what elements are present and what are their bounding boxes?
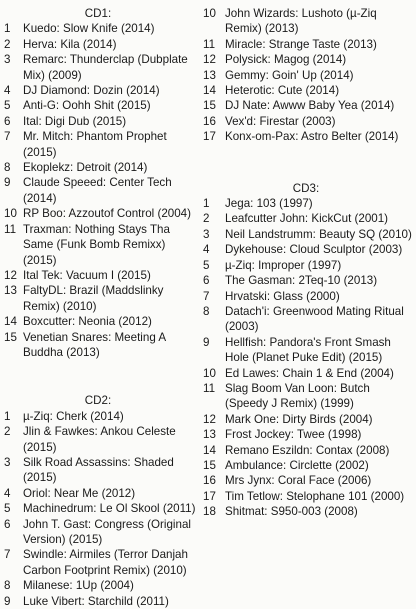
track-number: 16 <box>203 114 216 128</box>
track-row <box>199 304 413 335</box>
track-title: µ-Ziq: Cherk (2014) <box>23 409 124 423</box>
track-number: 16 <box>203 474 216 488</box>
track-number: 8 <box>4 579 11 593</box>
track-title: Kuedo: Slow Knife (2014) <box>23 22 155 36</box>
track-title: Milanese: 1Up (2004) <box>23 579 134 593</box>
track-title: Claude Speeed: Center Tech (2014) <box>23 176 172 205</box>
cd3-tracklist <box>199 196 413 520</box>
track-row <box>199 6 413 37</box>
track-title: Anti-G: Oohh Shit (2015) <box>23 99 151 113</box>
track-title: Slag Boom Van Loon: Butch (Speedy J Remix) (1999) <box>225 381 370 411</box>
track-row <box>199 427 413 442</box>
track-number: 14 <box>203 443 216 457</box>
cd1-tracklist <box>0 21 196 360</box>
track-title: Machinedrum: Le Ol Skool (2011) <box>23 502 196 516</box>
track-number: 7 <box>203 289 210 303</box>
track-number: 5 <box>4 99 11 113</box>
track-title: DJ Diamond: Dozin (2014) <box>23 84 160 98</box>
track-number: 13 <box>4 284 17 298</box>
track-title: Miracle: Strange Taste (2013) <box>225 37 377 51</box>
track-title: Polysick: Magog (2014) <box>225 53 347 67</box>
cd1-heading: CD1: <box>84 7 112 20</box>
track-number: 5 <box>4 502 11 516</box>
track-number: 8 <box>4 161 11 175</box>
track-number: 3 <box>4 455 11 469</box>
track-row <box>199 258 413 273</box>
track-row <box>199 68 413 83</box>
track-number: 17 <box>203 489 216 503</box>
track-number: 18 <box>203 505 216 519</box>
track-number: 12 <box>203 412 216 426</box>
track-row <box>199 335 413 366</box>
track-number: 7 <box>4 548 11 562</box>
left-column <box>0 0 196 609</box>
track-title: The Gasman: 2Teq-10 (2013) <box>225 274 378 288</box>
track-row <box>0 314 196 329</box>
track-number: 14 <box>203 84 216 98</box>
track-row <box>199 458 413 473</box>
track-number: 5 <box>203 258 210 272</box>
track-row <box>199 211 413 226</box>
track-title: Ekoplekz: Detroit (2014) <box>23 161 148 175</box>
track-row <box>199 489 413 504</box>
track-title: Leafcutter John: KickCut (2001) <box>225 212 389 226</box>
track-row <box>0 52 196 83</box>
track-title: µ-Ziq: Improper (1997) <box>225 258 342 272</box>
track-number: 11 <box>4 222 17 236</box>
track-row <box>0 330 196 361</box>
track-title: Remarc: Thunderclap (Dubplate Mix) (2009) <box>23 53 188 82</box>
track-number: 2 <box>203 212 210 226</box>
track-number: 6 <box>4 114 11 128</box>
track-number: 4 <box>203 243 210 257</box>
track-number: 9 <box>4 594 11 608</box>
track-row <box>199 289 413 304</box>
track-row <box>0 455 196 486</box>
track-row <box>0 409 196 424</box>
track-number: 15 <box>4 330 17 344</box>
track-row <box>199 227 413 242</box>
track-title: Traxman: Nothing Stays Tha Same (Funk Bomb Remixx) (2015) <box>23 222 170 267</box>
track-title: Jlin & Fawkes: Ankou Celeste (2015) <box>23 425 176 454</box>
track-title: John T. Gast: Congress (Original Version) (2015) <box>23 517 191 546</box>
track-row <box>0 37 196 52</box>
track-row <box>199 412 413 427</box>
track-row <box>0 206 196 221</box>
track-title: Gemmy: Goin' Up (2014) <box>225 68 354 82</box>
track-row <box>0 501 196 516</box>
track-row <box>199 129 413 144</box>
track-title: Vex'd: Firestar (2003) <box>225 114 336 128</box>
track-title: Ed Lawes: Chain 1 & End (2004) <box>225 366 394 380</box>
track-title: Ital Tek: Vacuum I (2015) <box>23 268 151 282</box>
track-number: 2 <box>4 37 11 51</box>
track-row <box>199 473 413 488</box>
track-row <box>199 443 413 458</box>
track-number: 12 <box>4 268 17 282</box>
track-number: 3 <box>4 53 11 67</box>
track-number: 11 <box>203 37 216 51</box>
track-title: Silk Road Assassins: Shaded (2015) <box>23 455 174 485</box>
track-title: Heterotic: Cute (2014) <box>225 84 340 98</box>
track-row <box>0 21 196 36</box>
cd2-tracklist-continued <box>199 6 413 145</box>
track-row <box>0 222 196 268</box>
track-title: Remano Eszildn: Contax (2008) <box>225 443 390 457</box>
track-row <box>0 129 196 160</box>
track-row <box>0 486 196 501</box>
right-column <box>199 0 413 520</box>
cd2-heading: CD2: <box>84 394 112 408</box>
track-title: Shitmat: S950-003 (2008) <box>225 505 358 519</box>
track-title: Boxcutter: Neonia (2012) <box>23 315 152 329</box>
track-number: 4 <box>4 486 11 500</box>
track-title: Swindle: Airmiles (Terror Danjah Carbon Footprint Remix) (2010) <box>23 548 188 577</box>
track-number: 8 <box>203 304 210 318</box>
track-number: 17 <box>203 130 216 144</box>
track-title: Frost Jockey: Twee (1998) <box>225 428 362 442</box>
track-number: 6 <box>4 517 11 531</box>
track-title: FaltyDL: Brazil (Maddslinky Remix) (2010) <box>23 284 164 313</box>
track-title: Hrvatski: Glass (2000) <box>225 289 340 303</box>
track-number: 13 <box>203 68 216 82</box>
track-row <box>0 424 196 455</box>
track-row <box>199 196 413 211</box>
track-title: Mr. Mitch: Phantom Prophet (2015) <box>23 130 167 159</box>
track-row <box>0 83 196 98</box>
cd2-tracklist <box>0 409 196 609</box>
track-row <box>199 242 413 257</box>
track-title: Konx-om-Pax: Astro Belter (2014) <box>225 130 399 144</box>
track-row <box>0 268 196 283</box>
track-row <box>199 114 413 129</box>
track-title: Jega: 103 (1997) <box>225 197 313 211</box>
track-title: Oriol: Near Me (2012) <box>23 486 136 500</box>
track-row <box>199 504 413 519</box>
track-row <box>199 381 413 412</box>
track-title: Mrs Jynx: Coral Face (2006) <box>225 474 372 488</box>
track-number: 2 <box>4 425 11 439</box>
track-row <box>0 175 196 206</box>
track-number: 3 <box>203 227 210 241</box>
track-row <box>0 283 196 314</box>
track-number: 12 <box>203 53 216 67</box>
track-title: Ambulance: Circlette (2002) <box>225 458 369 472</box>
track-title: Dykehouse: Cloud Sculptor (2003) <box>225 243 403 257</box>
track-title: Luke Vibert: Starchild (2011) <box>23 594 169 608</box>
track-row <box>0 547 196 578</box>
track-title: DJ Nate: Awww Baby Yea (2014) <box>225 99 395 113</box>
track-title: Herva: Kila (2014) <box>23 37 117 51</box>
track-number: 7 <box>4 130 11 144</box>
track-title: John Wizards: Lushoto (µ-Ziq Remix) (2013) <box>225 7 377 36</box>
track-title: Tim Tetlow: Stelophane 101 (2000) <box>225 489 405 503</box>
track-number: 15 <box>203 99 216 113</box>
track-title: Datach'i: Greenwood Mating Ritual (2003) <box>225 304 404 334</box>
track-row <box>0 517 196 548</box>
track-row <box>199 98 413 113</box>
track-number: 9 <box>203 335 210 349</box>
track-number: 15 <box>203 458 216 472</box>
track-number: 9 <box>4 176 11 190</box>
track-number: 11 <box>203 381 216 395</box>
cd3-heading: CD3: <box>292 181 320 195</box>
track-row <box>199 273 413 288</box>
track-title: RP Boo: Azzoutof Control (2004) <box>23 207 191 221</box>
track-number: 1 <box>4 409 11 423</box>
track-title: Hellfish: Pandora's Front Smash Hole (Planet Puke Edit) (2015) <box>225 335 391 365</box>
track-row <box>199 366 413 381</box>
track-title: Venetian Snares: Meeting A Buddha (2013) <box>23 330 166 359</box>
track-row <box>0 594 196 609</box>
track-number: 6 <box>203 274 210 288</box>
track-row <box>199 37 413 52</box>
track-title: Neil Landstrumm: Beauty SQ (2010) <box>225 227 412 241</box>
track-row <box>199 83 413 98</box>
track-row <box>0 98 196 113</box>
track-number: 14 <box>4 315 17 329</box>
track-number: 4 <box>4 84 11 98</box>
track-number: 10 <box>4 207 17 221</box>
track-row <box>0 114 196 129</box>
track-title: Mark One: Dirty Birds (2004) <box>225 412 373 426</box>
track-row <box>199 52 413 67</box>
track-number: 13 <box>203 428 216 442</box>
track-row <box>0 160 196 175</box>
track-number: 1 <box>4 22 11 36</box>
track-number: 1 <box>203 197 210 211</box>
track-number: 10 <box>203 366 216 380</box>
track-number: 10 <box>203 7 216 20</box>
track-title: Ital: Digi Dub (2015) <box>23 114 127 128</box>
track-row <box>0 578 196 593</box>
